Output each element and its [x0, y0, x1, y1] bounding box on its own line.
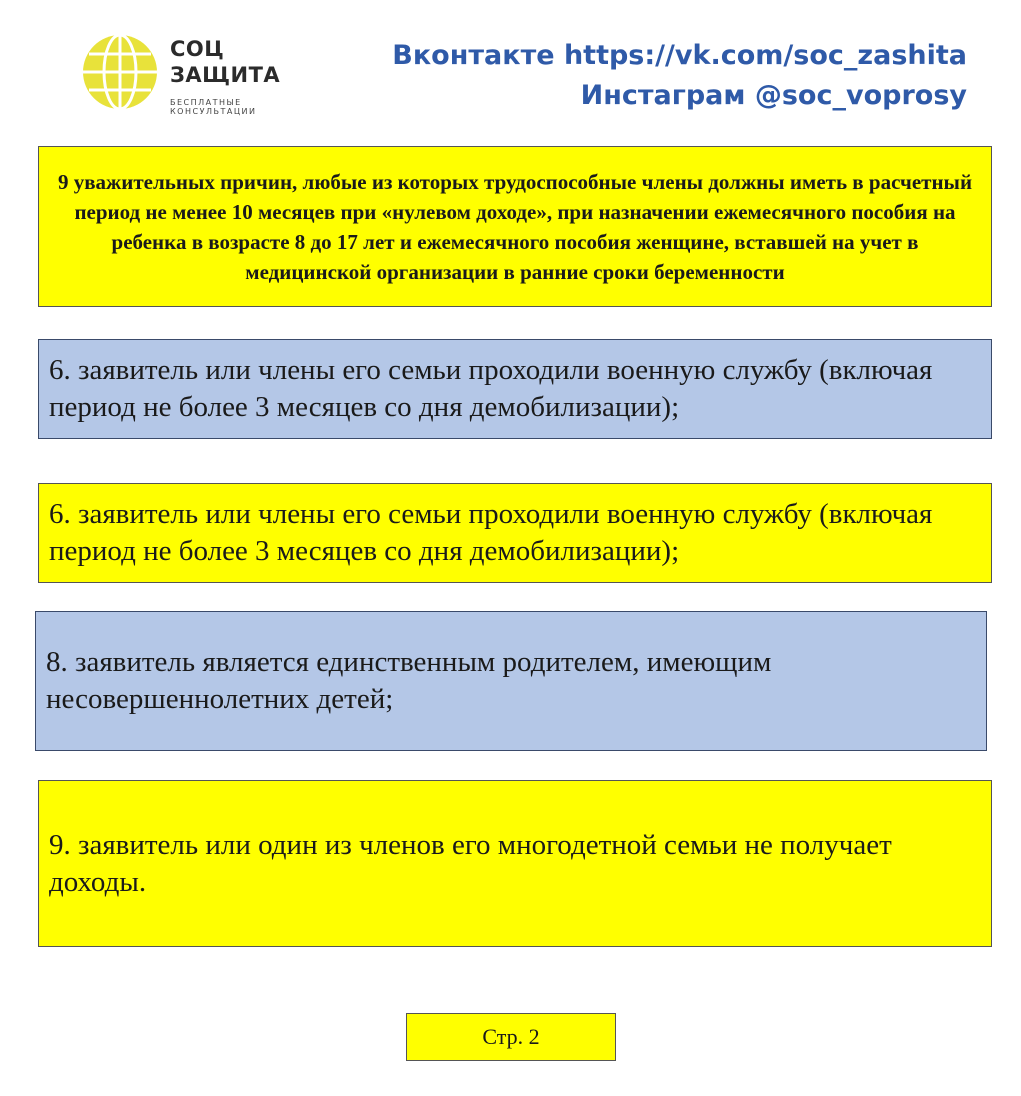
logo-sub2: КОНСУЛЬТАЦИИ: [170, 107, 257, 116]
reason-box-2: [38, 483, 992, 583]
page-number: [406, 1013, 616, 1061]
reason-text-2: 6. заявитель или члены его семьи проходили военную службу (включая период не более 3 месяцев со дня демобилизации);: [49, 498, 933, 567]
reason-box-4: [38, 780, 992, 947]
reason-text-4: 9. заявитель или один из членов его многодетной семьи не получает доходы.: [49, 828, 892, 898]
logo-text: [170, 36, 280, 88]
logo-line1: СОЦ: [170, 37, 225, 61]
logo-subtitle: [170, 98, 257, 116]
globe-icon: [80, 32, 160, 112]
logo: [80, 30, 320, 120]
title-box: [38, 146, 992, 307]
reason-box-3: [35, 611, 987, 751]
reason-text-1: 6. заявитель или члены его семьи проходили военную службу (включая период не более 3 месяцев со дня демобилизации);: [49, 354, 933, 423]
logo-sub1: БЕСПЛАТНЫЕ: [170, 98, 242, 107]
page-label: Стр. 2: [482, 1024, 540, 1049]
reason-box-1: [38, 339, 992, 439]
reason-text-3: 8. заявитель является единственным родителем, имеющим несовершеннолетних детей;: [46, 646, 772, 715]
vk-link[interactable]: Вконтакте https://vk.com/soc_zashita: [392, 40, 967, 71]
title-text: 9 уважительных причин, любые из которых трудоспособные члены должны иметь в расчетный период не менее 10 месяцев при «нулевом доходе», при назначении ежемесячного пособия на ребенка в возрасте 8 до 17 лет и ежемесячного пособия женщине, вставшей на учет в медицинской организации в ранние сроки беременности: [57, 169, 973, 284]
logo-line2: ЗАЩИТА: [170, 63, 281, 87]
social-links: [392, 36, 967, 116]
instagram-handle[interactable]: Инстаграм @soc_voprosy: [580, 80, 967, 111]
